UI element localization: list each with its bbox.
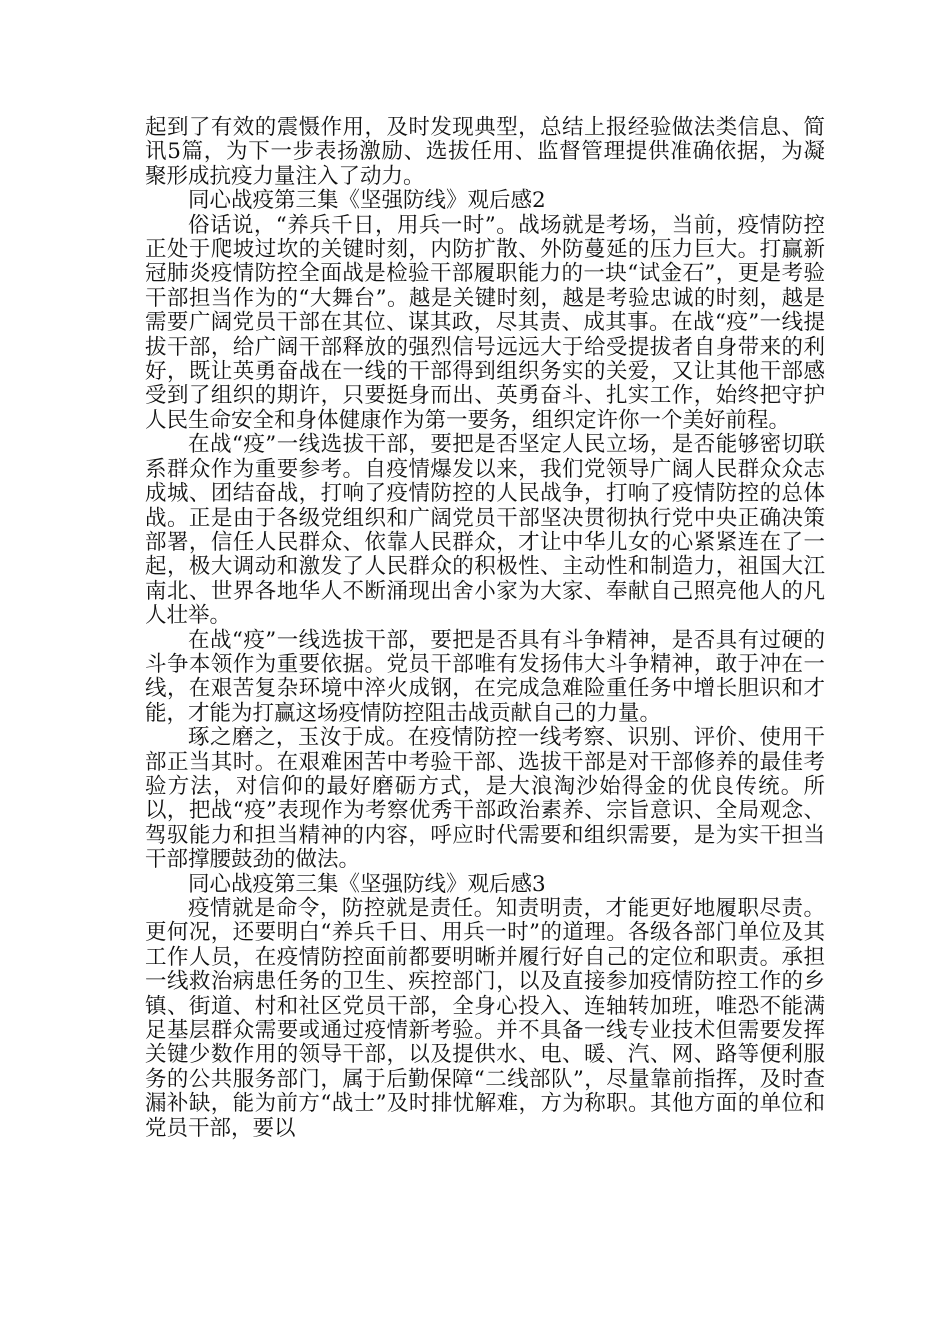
paragraph-continuation: 起到了有效的震慑作用，及时发现典型，总结上报经验做法类信息、简讯5篇，为下一步表扬激励、选拔任用、监督管理提供准确依据，为凝聚形成抗疫力量注入了动力。 <box>145 115 825 189</box>
document-page <box>145 116 825 1141</box>
paragraph: 疫情就是命令，防控就是责任。知责明责，才能更好地履职尽责。更何况，还要明白“养兵千日、用兵一时”的道理。各级各部门单位及其工作人员，在疫情防控面前都要明晰并履行好自己的定位和职责。承担一线救治病患任务的卫生、疾控部门，以及直接参加疫情防控工作的乡镇、街道、村和社区党员干部，全身心投入、连轴转加班，唯恐不能满足基层群众需要或通过疫情新考验。并不具备一线专业技术但需要发挥关键少数作用的领导干部，以及提供水、电、暖、汽、网、路等便利服务的公共服务部门，属于后勤保障“二线部队”，尽量靠前指挥，及时查漏补缺，能为前方“战士”及时排忧解难，方为称职。其他方面的单位和党员干部，要以 <box>145 896 825 1141</box>
paragraph: 琢之磨之，玉汝于成。在疫情防控一线考察、识别、评价、使用干部正当其时。在艰难困苦中考验干部、选拔干部是对干部修养的最佳考验方法，对信仰的最好磨砺方式，是大浪淘沙始得金的优良传统。所以，把战“疫”表现作为考察优秀干部政治素养、宗旨意识、全局观念、驾驭能力和担当精神的内容，呼应时代需要和组织需要，是为实干担当干部撑腰鼓劲的做法。 <box>145 725 825 873</box>
section-heading-2: 同心战疫第三集《坚强防线》观后感2 <box>188 188 546 214</box>
section-heading-3: 同心战疫第三集《坚强防线》观后感3 <box>188 871 546 897</box>
paragraph: 在战“疫”一线选拔干部，要把是否坚定人民立场，是否能够密切联系群众作为重要参考。自疫情爆发以来，我们党领导广阔人民群众众志成城、团结奋战，打响了疫情防控的人民战争，打响了疫情防控的总体战。正是由于各级党组织和广阔党员干部坚决贯彻执行党中央正确决策部署，信任人民群众、依靠人民群众，才让中华儿女的心紧紧连在了一起，极大调动和激发了人民群众的积极性、主动性和制造力，祖国大江南北、世界各地华人不断涌现出舍小家为大家、奉献自己照亮他人的凡人壮举。 <box>145 432 825 629</box>
paragraph: 俗话说，“养兵千日，用兵一时”。战场就是考场，当前，疫情防控正处于爬坡过坎的关键时刻，内防扩散、外防蔓延的压力巨大。打赢新冠肺炎疫情防控全面战是检验干部履职能力的一块“试金石”，更是考验干部担当作为的“大舞台”。越是关键时刻，越是考验忠诚的时刻，越是需要广阔党员干部在其位、谋其政，尽其责、成其事。在战“疫”一线提拔干部，给广阔干部释放的强烈信号远远大于给受提拔者自身带来的利好，既让英勇奋战在一线的干部得到组织务实的关爱，又让其他干部感受到了组织的期许，只要挺身而出、英勇奋斗、扎实工作，始终把守护人民生命安全和身体健康作为第一要务，组织定许你一个美好前程。 <box>145 212 825 433</box>
paragraph: 在战“疫”一线选拔干部，要把是否具有斗争精神，是否具有过硬的斗争本领作为重要依据。党员干部唯有发扬伟大斗争精神，敢于冲在一线，在艰苦复杂环境中淬火成钢，在完成急难险重任务中增长胆识和才能，才能为打赢这场疫情防控阻击战贡献自己的力量。 <box>145 627 825 726</box>
